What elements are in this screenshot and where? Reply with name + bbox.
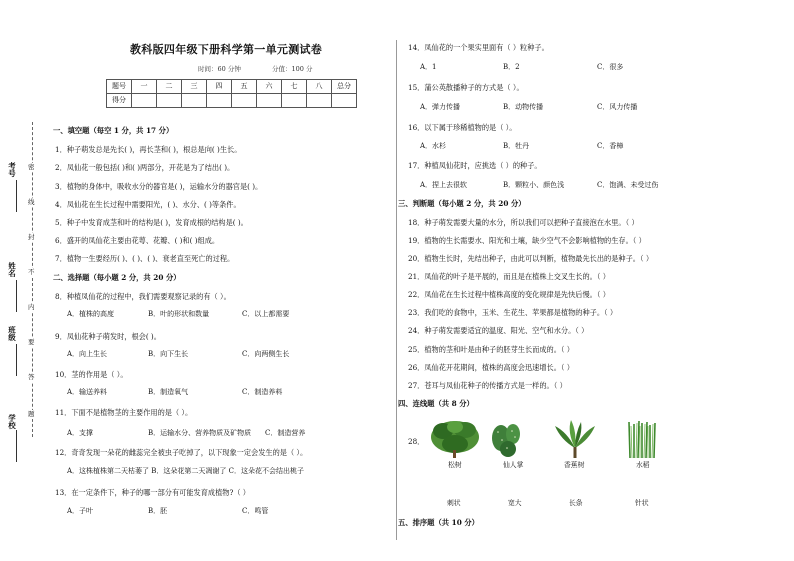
score-cell[interactable] [157, 94, 182, 108]
score-cell[interactable] [307, 94, 332, 108]
question-10-option-c[interactable]: C．制造养料 [242, 388, 283, 396]
binding-label-school: 学校 [7, 414, 17, 429]
score-header-cell: 题号 [107, 80, 132, 94]
question-18: 18．种子萌发需要大量的水分，所以我们可以把种子直接泡在水里。（ ） [408, 218, 639, 227]
question-11-option-b[interactable]: B．运输水分、营养物质及矿物质 [148, 429, 252, 437]
question-17: 17．种植凤仙花时，应挑选（ ）的种子。 [408, 161, 542, 170]
question-11-option-a[interactable]: A．支撑 [67, 429, 94, 437]
score-cell[interactable] [282, 94, 307, 108]
question-2: 2．凤仙花一般包括( )和( )两部分，开花是为了结出( )。 [55, 163, 235, 172]
question-10-option-b[interactable]: B．制造氧气 [148, 388, 189, 396]
question-15-option-c[interactable]: C．风力传播 [597, 103, 638, 111]
question-13-option-a[interactable]: A．子叶 [67, 507, 94, 515]
section1-heading: 一、填空题（每空 1 分，共 17 分） [53, 126, 174, 135]
question-24: 24．种子萌发需要适宜的温度、阳光、空气和水分。（ ） [408, 326, 589, 335]
plant-label-cactus: 仙人掌 [503, 461, 524, 469]
question-14: 14．凤仙花的一个果实里面有（ ）粒种子。 [408, 43, 549, 52]
score-cell[interactable] [207, 94, 232, 108]
score-header-cell: 一 [132, 80, 157, 94]
question-1: 1．种子萌发总是先长( )，再长茎和( )，根总是向( )生长。 [55, 145, 242, 154]
section2-heading: 二、选择题（每小题 2 分，共 20 分） [53, 273, 181, 282]
score-info: 分值：100 分 [272, 65, 313, 73]
binding-underline-class [16, 344, 17, 376]
question-3: 3．植物的身体中，吸收水分的器官是( )，运输水分的器官是( )。 [55, 182, 263, 191]
question-17-option-a[interactable]: A．捏上去很软 [420, 181, 468, 189]
plant-label-pine: 松树 [448, 461, 462, 469]
cut-char-6: 要 [28, 338, 35, 346]
question-9-option-b[interactable]: B．向下生长 [148, 350, 189, 358]
question-26: 26．凤仙花开花期间，植株的高度会迅速增长。（ ） [408, 363, 574, 372]
question-22: 22．凤仙花在生长过程中植株高度的变化规律是先快后慢。（ ） [408, 290, 610, 299]
question-17-option-b[interactable]: B．颗粒小、颜色浅 [503, 181, 565, 189]
question-28-number: 28． [408, 437, 425, 446]
leaf-shape-needle: 针状 [635, 499, 649, 507]
cut-char-8: 题 [28, 410, 35, 418]
question-8-option-a[interactable]: A．植株的高度 [67, 310, 115, 318]
question-13-option-b[interactable]: B．胚 [148, 507, 168, 515]
score-cell[interactable] [182, 94, 207, 108]
question-14-option-b[interactable]: B．2 [503, 63, 520, 71]
binding-label-class: 班级 [7, 326, 17, 341]
question-10-option-a[interactable]: A．输送养料 [67, 388, 108, 396]
question-9: 9．凤仙花种子萌发时，根会( )。 [55, 332, 161, 341]
question-11-option-c[interactable]: C．制造营养 [265, 429, 306, 437]
score-table-score-row [107, 94, 357, 108]
score-header-cell: 四 [207, 80, 232, 94]
page-title: 教科版四年级下册科学第一单元测试卷 [130, 43, 323, 56]
score-header-cell: 八 [307, 80, 332, 94]
score-header-cell: 五 [232, 80, 257, 94]
score-row-label: 得分 [107, 94, 132, 108]
question-16-option-c[interactable]: C．香樟 [597, 142, 624, 150]
column-divider [396, 40, 397, 540]
question-6: 6．盛开的凤仙花主要由花萼、花瓣、( )和( )组成。 [55, 236, 220, 245]
score-header-cell: 总分 [332, 80, 357, 94]
question-16-option-b[interactable]: B．牡丹 [503, 142, 530, 150]
cactus-icon[interactable] [488, 422, 524, 458]
score-header-cell: 六 [257, 80, 282, 94]
cut-char-1: 密 [28, 163, 35, 171]
question-27: 27．苍耳与凤仙花种子的传播方式是一样的。（ ） [408, 381, 567, 390]
question-8: 8．种植凤仙花的过程中，我们需要观察记录的有（ ）。 [55, 292, 231, 301]
question-13-option-c[interactable]: C．鸣管 [242, 507, 269, 515]
cut-char-5: 内 [28, 303, 35, 311]
leaf-shape-broad: 宽大 [508, 499, 522, 507]
question-16-option-a[interactable]: A．水杉 [420, 142, 447, 150]
score-cell[interactable] [257, 94, 282, 108]
question-13: 13．在一定条件下，种子的哪一部分有可能发育成植物?（ ） [55, 488, 250, 497]
question-15-option-a[interactable]: A．弹力传播 [420, 103, 461, 111]
question-16: 16．以下属于珍稀植物的是（ ）。 [408, 123, 517, 132]
question-17-option-c[interactable]: C．饱满、未受过伤 [597, 181, 659, 189]
score-header-cell: 二 [157, 80, 182, 94]
plant-label-banana: 香蕉树 [564, 461, 585, 469]
score-header-cell: 七 [282, 80, 307, 94]
question-15-option-b[interactable]: B．动物传播 [503, 103, 544, 111]
question-20: 20．植物生长时，先结出种子，由此可以判断，植物最先长出的是种子。（ ） [408, 254, 654, 263]
banana-tree-icon[interactable] [553, 418, 597, 458]
cut-char-4: 不 [28, 268, 35, 276]
binding-underline-school [16, 430, 17, 462]
question-25: 25．植物的茎和叶是由种子的胚芽生长而成的。（ ） [408, 345, 574, 354]
leaf-shape-strip: 长条 [569, 499, 583, 507]
leaf-shape-thorn: 刺状 [447, 499, 461, 507]
question-19: 19．植物的生长需要水、阳光和土壤，缺少空气不会影响植物的生存。（ ） [408, 236, 646, 245]
question-12-options[interactable]: A．这株植株第二天枯萎了 B．这朵花第二天凋谢了 C．这朵花不会结出桃子 [67, 467, 305, 475]
question-5: 5．种子中发育成茎和叶的结构是( )，发育成根的结构是( )。 [55, 218, 248, 227]
question-15: 15．蒲公英散播种子的方式是（ ）。 [408, 83, 524, 92]
question-9-option-c[interactable]: C．向两侧生长 [242, 350, 290, 358]
binding-label-exam-number: 考号 [7, 162, 17, 177]
section3-heading: 三、判断题（每小题 2 分，共 20 分） [398, 199, 526, 208]
question-12: 12．奇奇发现一朵花的雌蕊完全被虫子吃掉了，以下现象一定会发生的是（ ）。 [55, 448, 308, 457]
question-14-option-a[interactable]: A．1 [420, 63, 437, 71]
question-8-option-b[interactable]: B．叶的形状和数量 [148, 310, 210, 318]
question-8-option-c[interactable]: C．以上都需要 [242, 310, 290, 318]
score-table [106, 79, 357, 108]
score-table-header-row [107, 80, 357, 94]
binding-underline-exam-number [16, 180, 17, 212]
plant-label-rice: 水稻 [636, 461, 650, 469]
rice-plant-icon[interactable] [626, 420, 658, 458]
binding-underline-name [16, 280, 17, 312]
question-21: 21．凤仙花的叶子是平展的，而且是在植株上交叉生长的。（ ） [408, 272, 610, 281]
score-header-cell: 三 [182, 80, 207, 94]
section4-heading: 四、连线题（共 8 分） [398, 399, 474, 408]
cut-char-7: 答 [28, 373, 35, 381]
score-cell[interactable] [232, 94, 257, 108]
question-10: 10．茎的作用是（ ）。 [55, 370, 128, 379]
time-info: 时间：60 分钟 [198, 65, 241, 73]
binding-label-name: 姓名 [7, 262, 17, 277]
question-4: 4．凤仙花在生长过程中需要阳光，( )、水分、( )等条件。 [55, 200, 241, 209]
question-9-option-a[interactable]: A．向上生长 [67, 350, 108, 358]
section5-heading: 五、排序题（共 10 分） [398, 518, 479, 527]
score-cell[interactable] [132, 94, 157, 108]
question-14-option-c[interactable]: C．很多 [597, 63, 624, 71]
question-23: 23．我们吃的食物中，玉米、生花生、苹果都是植物的种子。（ ） [408, 308, 618, 317]
question-11: 11．下面不是植物茎的主要作用的是（ ）。 [55, 408, 193, 417]
score-cell[interactable] [332, 94, 357, 108]
question-7: 7．植物一生要经历( )、( )、( )、衰老直至死亡的过程。 [55, 254, 235, 263]
pine-tree-icon[interactable] [428, 416, 482, 458]
cut-char-2: 线 [28, 198, 35, 206]
cut-char-3: 封 [28, 233, 35, 241]
